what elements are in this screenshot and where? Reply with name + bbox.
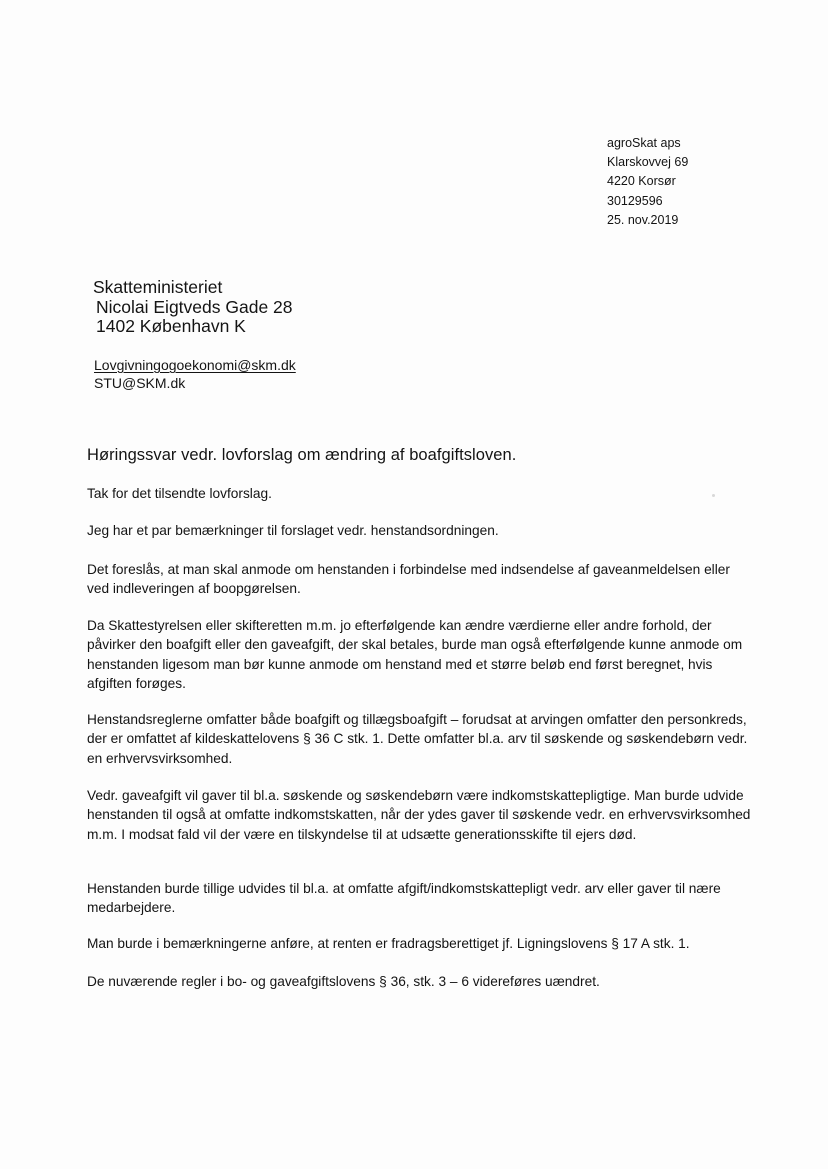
paragraph-current-rules: De nuværende regler i bo- og gaveafgiftslovens § 36, stk. 3 – 6 videreføres uændret. xyxy=(87,974,600,989)
paragraph-thanks: Tak for det tilsendte lovforslag. xyxy=(87,486,272,501)
email-link-primary[interactable]: Lovgivningogoekonomi@skm.dk xyxy=(94,357,296,373)
sender-company: agroSkat aps xyxy=(607,136,681,150)
email-secondary: STU@SKM.dk xyxy=(94,375,186,391)
sender-address-block xyxy=(607,134,688,230)
paragraph-interest: Man burde i bemærkningerne anføre, at renten er fradragsberettiget jf. Ligningslovens § 17 A stk. 1. xyxy=(87,936,690,951)
paragraph-proposal: Det foreslås, at man skal anmode om henstanden i forbindelse med indsendelse af gaveanmeldelsen eller ved indleveringen af boopgørelsen. xyxy=(87,562,730,597)
sender-phone: 30129596 xyxy=(607,193,663,208)
sender-street: Klarskovvej 69 xyxy=(607,155,689,170)
recipient-name: Skatteministeriet xyxy=(93,277,223,297)
letter-subject: Høringssvar vedr. lovforslag om ændring af boafgiftsloven. xyxy=(87,446,517,464)
paragraph-deferral-rules: Henstandsreglerne omfatter både boafgift og tillægsboafgift – forudsat at arvingen omfatter den personkreds, der er omfattet af kildeskattelovens § 36 C stk. 1. Dette omfatter bl.a. arv til søskende og søskendebørn vedr. en erhvervsvirksomhed. xyxy=(87,712,748,766)
recipient-address-block xyxy=(94,278,293,337)
scan-speck xyxy=(712,494,715,497)
recipient-city: 1402 København K xyxy=(96,316,246,336)
letter-date: 25. nov.2019 xyxy=(607,212,679,227)
recipient-emails xyxy=(94,356,296,392)
paragraph-later-request: Da Skattestyrelsen eller skifteretten m.m. jo efterfølgende kan ændre værdierne eller andre forhold, der påvirker den boafgift eller den gaveafgift, der skal betales, burde man også efterfølgende kunne anmode om henstanden ligesom man bør kunne anmode om henstand med et større beløb end først beregnet, hvis afgiften forøges. xyxy=(87,618,743,691)
paragraph-employees: Henstanden burde tillige udvides til bl.a. at omfatte afgift/indkomstskattepligt vedr. arv eller gaver til nære medarbejdere. xyxy=(87,881,721,916)
paragraph-intro: Jeg har et par bemærkninger til forslaget vedr. henstandsordningen. xyxy=(87,523,499,538)
recipient-street: Nicolai Eigtveds Gade 28 xyxy=(96,296,293,317)
sender-city: 4220 Korsør xyxy=(607,174,676,189)
paragraph-gift-tax: Vedr. gaveafgift vil gaver til bl.a. søskende og søskendebørn være indkomstskattepligtige. Man burde udvide henstanden til også at omfatte indkomstskatten, når der ydes gaver til søskende vedr. en erhvervsvirksomhed m.m. I modsat fald vil der være en tilskyndelse til at udsætte generationsskifte til ejers død. xyxy=(87,788,751,842)
